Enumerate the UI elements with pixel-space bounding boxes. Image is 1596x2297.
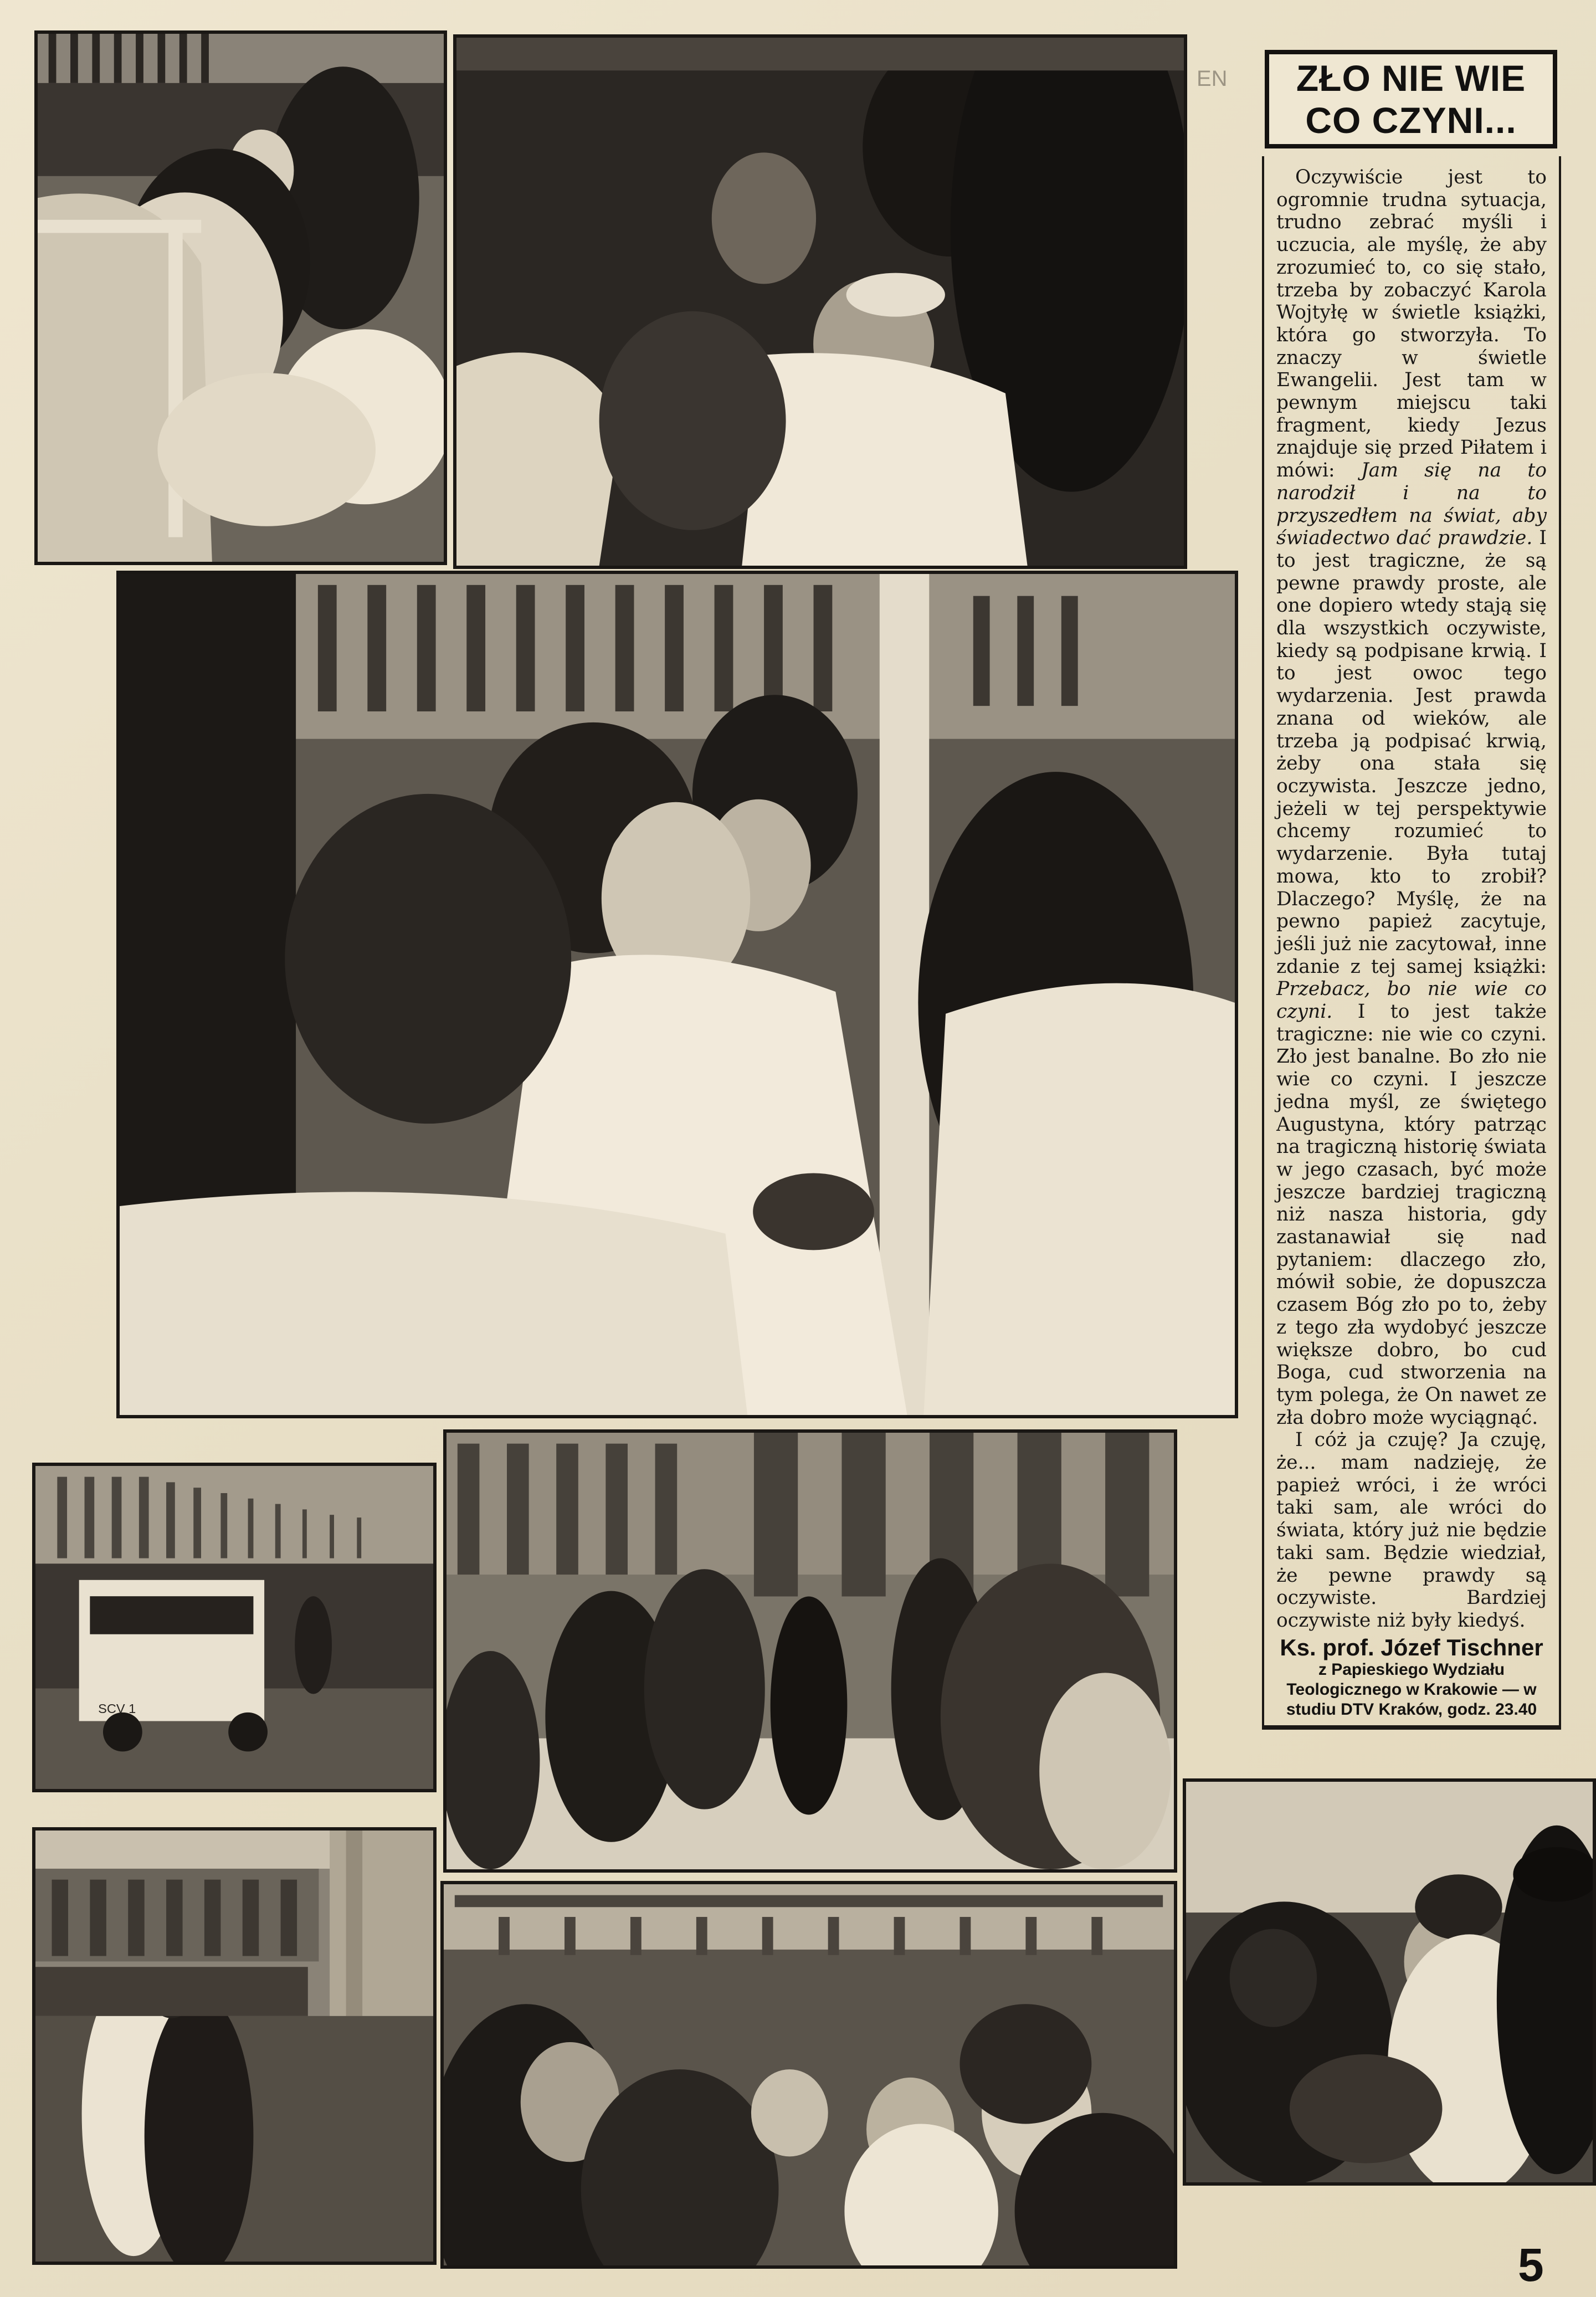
article-signature [1276, 1635, 1547, 1720]
photo-shocked-crowd-image [444, 1884, 1174, 2265]
photo-struggle-arrest-image [1186, 1782, 1593, 2182]
photo-struggle-arrest [1183, 1778, 1596, 2186]
photo-pope-in-jeep-crowd [34, 30, 447, 565]
photo-pope-supported-by-aides [116, 571, 1238, 1418]
author-name: Ks. prof. Józef Tischner [1280, 1634, 1543, 1660]
paragraph-1-part-a: Oczywiście jest to ogromnie trudna sytuacja, trudno zebrać myśli i uczucia, ale myślę, że aby zrozumieć to, co się stało, trzeba by zobaczyć Karola Wojtyłę w świetle książki, która go stworzyła. To znaczy w świetle Ewangelii. Jest tam w pewnym miejscu taki fragment, kiedy Jezus znajduje się przed Piłatem i mówi: [1276, 166, 1547, 482]
article-paragraph-2: I cóż ja czuję? Ja czuję, że... mam nadzieję, że papież wróci, i że wróci taki sam, ale wróci do świata, który już nie będzie taki sam. Będzie wiedział, że pewne prawdy są oczywiste. Bardziej oczywiste niż były kiedyś. [1276, 1429, 1547, 1632]
jeep-plate-text: SCV 1 [98, 1701, 136, 1716]
bleed-through-text: EN [1197, 66, 1228, 91]
page-number: 5 [1518, 2239, 1544, 2291]
article-body [1262, 156, 1561, 1730]
photo-pope-slumped-dark [453, 34, 1187, 569]
article-paragraph-1 [1276, 166, 1547, 1429]
quote-forgive: Przebacz, bo nie wie co czyni. [1276, 978, 1547, 1023]
photo-crowd-running-image [447, 1433, 1174, 1869]
article-title-box [1265, 50, 1557, 148]
paragraph-1-part-b: I to jest tragiczne, że są pewne prawdy proste, ale one dopiero wtedy stają się dla wszystkich oczywiste, kiedy są podpisane krwią. I to jest owoc tego wydarzenia. Jest prawda znana od wieków, ale trzeba ją podpisać krwią, żeby ona stała się oczywista. Jeszcze jedno, jeżeli w tej perspektywie chcemy rozumieć to wydarzenie. Była tutaj mowa, kto to zrobił? Dlaczego? Myślę, że na pewno papież zacytuje, jeśli już nie zacytował, inne zdanie z tej samej książki: [1276, 527, 1547, 978]
photo-papal-jeep-square [32, 1463, 437, 1792]
photo-papal-jeep-square-image [35, 1466, 433, 1789]
paragraph-1-part-c: I to jest także tragiczne: nie wie co czyni. Zło jest banalne. Bo zło nie wie co czyni. I jeszcze jedna myśl, ze świętego Augustyna, który patrząc na tragiczną historię świata w jego czasach, być może jeszcze bardziej tragiczną niż nasza historia, gdy zastanawiał się nad pytaniem: dlaczego zło, mówił sobie, że dopuszcza czasem Bóg zło po to, żeby z tego zła wydobyć jeszcze większe dobro, bo cud Boga, cud stworzenia na tym polega, że On nawet ze zła dobro może wyciągnąć. [1276, 1001, 1547, 1429]
quote-pilate: Jam się na to narodził i na to przyszedłem na świat, aby świadectwo dać prawdzie. [1276, 459, 1547, 550]
photo-embrace-colonnade-image [35, 1831, 433, 2262]
author-affiliation: z Papieskiego Wydziału Teologicznego w Krakowie — w studiu DTV Kraków, godz. 23.40 [1286, 1660, 1537, 1719]
photo-shocked-crowd [440, 1881, 1177, 2269]
photo-crowd-running [443, 1429, 1177, 1873]
photo-embrace-colonnade [32, 1827, 437, 2265]
photo-pope-slumped-dark-image [456, 38, 1184, 566]
article-title: ZŁO NIE WIE CO CZYNI... [1296, 58, 1526, 141]
photo-pope-in-jeep-crowd-image [38, 34, 444, 562]
photo-pope-supported-by-aides-image [120, 574, 1235, 1415]
